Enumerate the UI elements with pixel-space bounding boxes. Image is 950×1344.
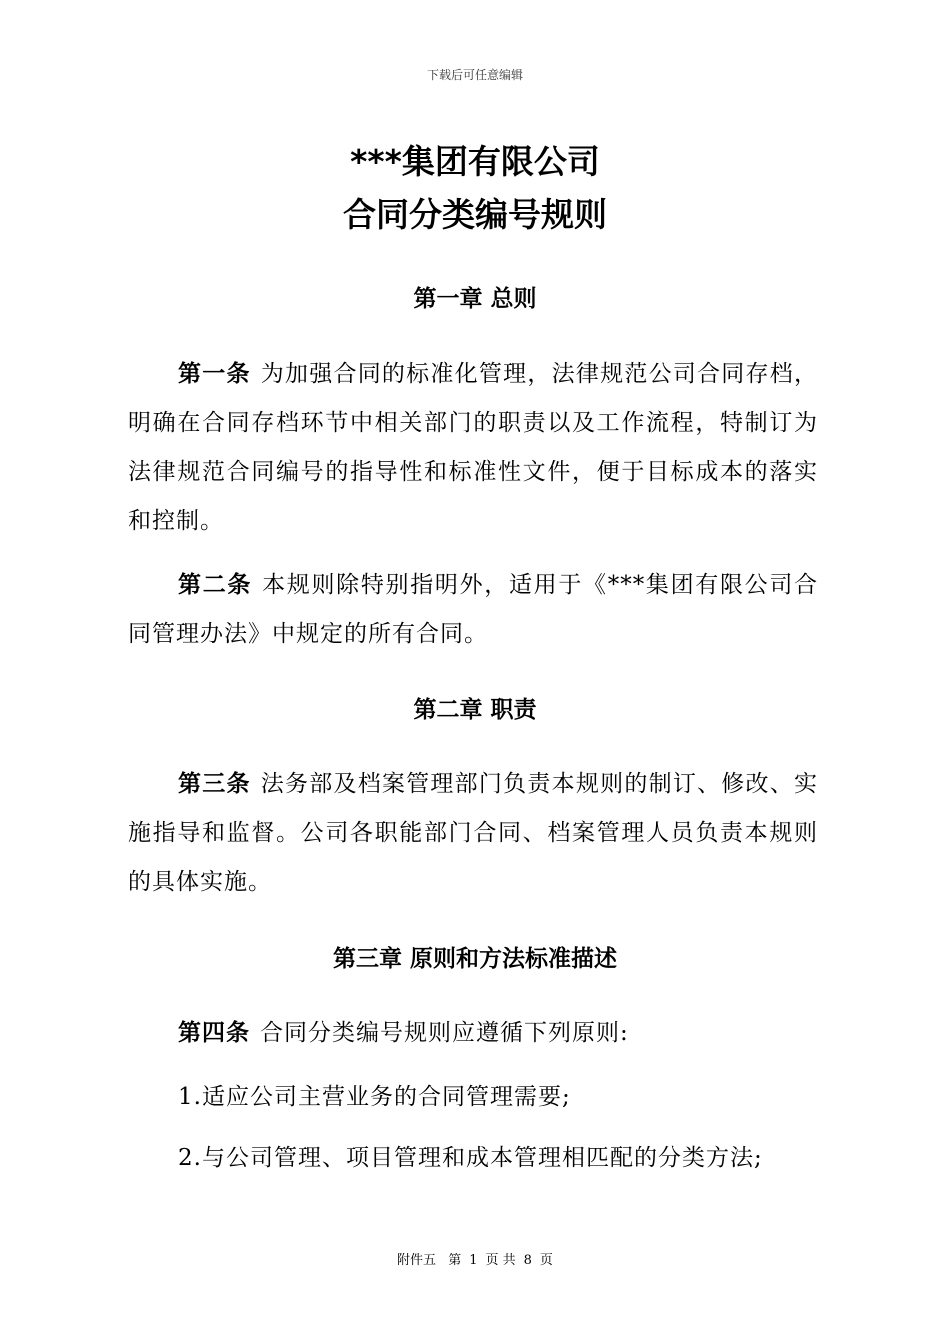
footer-page-label-pre: 第 bbox=[448, 1253, 462, 1268]
article-3-text: 法务部及档案管理部门负责本规则的制订、修改、实施指导和监督。公司各职能部门合同、档案管理人员负责本规则的具体实施。 bbox=[128, 771, 819, 895]
chapter-heading-2: 第二章 职责 bbox=[413, 696, 537, 723]
list-item-1: 1.适应公司主营业务的合同管理需要; bbox=[178, 1084, 571, 1110]
article-1-lead: 第一条 bbox=[178, 360, 251, 387]
article-2-text: 本规则除特别指明外，适用于《***集团有限公司合同管理办法》中规定的所有合同。 bbox=[128, 572, 818, 647]
article-1-text: 为加强合同的标准化管理，法律规范公司合同存档，明确在合同存档环节中相关部门的职责以及工作流程，特制订为法律规范合同编号的指导性和标准性文件，便于目标成本的落实和控制。 bbox=[128, 361, 819, 534]
chapter-heading-1: 第一章 总则 bbox=[413, 285, 537, 312]
footer-attachment: 附件五 bbox=[397, 1253, 437, 1268]
article-2-lead: 第二条 bbox=[178, 571, 253, 598]
header-note: 下载后可任意编辑 bbox=[426, 68, 523, 82]
chapter-heading-3: 第三章 原则和方法标准描述 bbox=[332, 945, 617, 972]
document-title-line2: 合同分类编号规则 bbox=[343, 195, 607, 234]
footer-page-label-post: 页 bbox=[539, 1253, 553, 1268]
article-1 bbox=[128, 349, 818, 546]
article-4-text: 合同分类编号规则应遵循下列原则: bbox=[260, 1020, 629, 1046]
article-4 bbox=[128, 1008, 818, 1058]
footer-page-number: 1 bbox=[469, 1253, 478, 1268]
article-3 bbox=[128, 759, 818, 907]
footer-page-total: 8 bbox=[523, 1253, 532, 1268]
article-3-lead: 第三条 bbox=[178, 770, 251, 797]
page-footer bbox=[0, 1249, 950, 1268]
document-title-line1: ***集团有限公司 bbox=[350, 142, 600, 181]
article-4-lead: 第四条 bbox=[178, 1019, 250, 1046]
article-2 bbox=[128, 560, 818, 659]
footer-page-label-mid: 页 共 bbox=[485, 1253, 516, 1268]
list-item-2: 2.与公司管理、项目管理和成本管理相匹配的分类方法; bbox=[178, 1145, 763, 1171]
